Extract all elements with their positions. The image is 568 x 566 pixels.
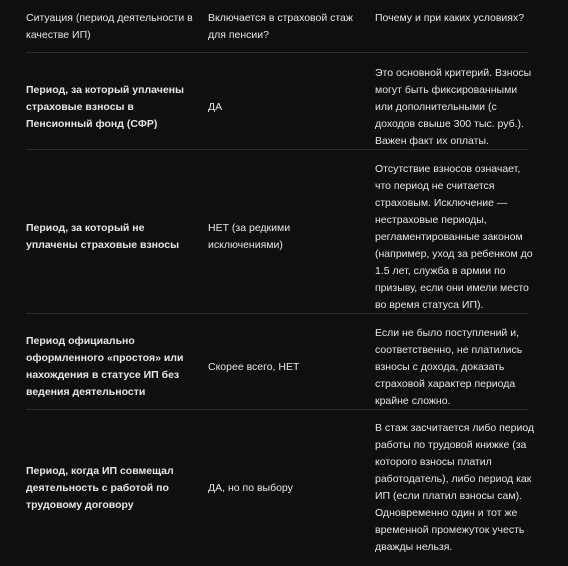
row-included: ДА, но по выбору: [208, 481, 293, 494]
row-included: ДА: [208, 100, 223, 113]
header-divider: [26, 52, 528, 53]
row-reason: Если не было поступлений и, соответственно, не платились взносы с дохода, доказать страховой характер периода крайне сложно.: [375, 326, 523, 407]
row-included: Скорее всего, НЕТ: [208, 360, 300, 373]
row-situation: Период, за который уплачены страховые взносы в Пенсионный фонд (СФР): [26, 83, 184, 130]
row-situation: Период, за который не уплачены страховые взносы: [26, 222, 180, 251]
row-situation: Период, когда ИП совмещал деятельность с работой по трудовому договору: [26, 464, 174, 511]
header-reason: Почему и при каких условиях?: [375, 12, 525, 24]
row-situation: Период официально оформленного «простоя» или нахождения в статусе ИП без ведения деятельности: [26, 335, 184, 398]
row-divider: [26, 149, 528, 150]
row-included: НЕТ (за редкими исключениями): [208, 222, 291, 251]
table-row: [0, 59, 568, 155]
row-reason: Это основной критерий. Взносы могут быть фиксированными или дополнительными (с доходов свыше 300 тыс. руб.). Важен факт их оплаты.: [375, 66, 532, 147]
table-row: [0, 319, 568, 415]
header-included: Включается в страховой стаж для пенсии?: [208, 12, 353, 41]
table-header-row: [0, 0, 568, 58]
row-divider: [26, 313, 528, 314]
row-reason: Отсутствие взносов означает, что период не считается страховым. Исключение — нестраховые периоды, регламентированные законом (например, уход за ребенком до 1.5 лет, служба в армии по призыву, если они имели место во время статуса ИП).: [375, 162, 533, 311]
row-divider: [26, 409, 528, 410]
header-situation: Ситуация (период деятельности в качестве ИП): [26, 12, 193, 41]
row-reason: В стаж засчитается либо период работы по трудовой книжке (за которого взносы платил работодатель), либо период как ИП (если платил взносы сам). Одновременно один и тот же временной промежуток учесть дважды нельзя.: [375, 422, 535, 553]
table-row: [0, 415, 568, 561]
table-row: [0, 155, 568, 319]
